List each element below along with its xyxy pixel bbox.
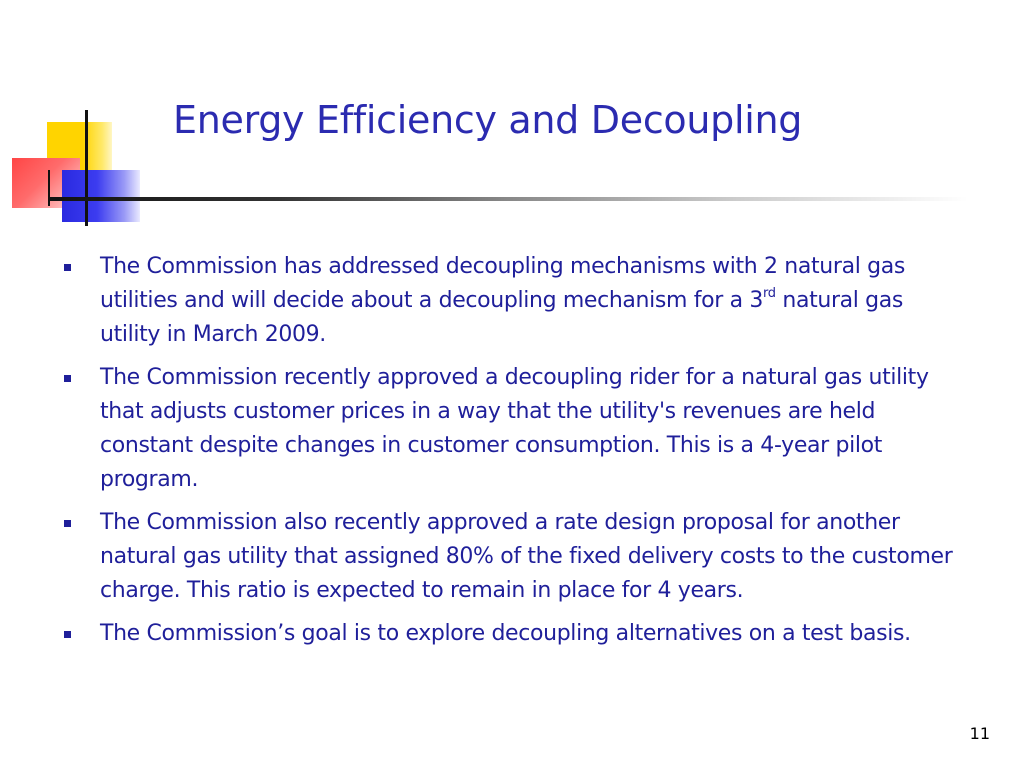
bullet-item-3 [60,506,960,608]
bullet-text [100,254,905,347]
bullet-text: The Commission’s goal is to explore decoupling alternatives on a test basis. [100,621,911,646]
slide-title: Energy Efficiency and Decoupling [173,98,803,142]
bullet-text-part: The Commission has addressed decoupling mechanisms with 2 natural gas utilities and will decide about a decoupling mechanism for a 3 [100,254,905,313]
bullet-text: The Commission also recently approved a rate design proposal for another natural gas utility that assigned 80% of the fixed delivery costs to the customer charge. This ratio is expected to remain in place for 4 years. [100,510,953,603]
square-bullet-icon [64,264,71,271]
page-number: 11 [969,724,990,743]
bullet-item-2 [60,361,960,497]
square-bullet-icon [64,520,71,527]
bullet-list [60,250,960,660]
square-bullet-icon [64,631,71,638]
bullet-item-4 [60,617,960,651]
bullet-text-part: natural gas utility in March 2009. [100,288,904,347]
square-bullet-icon [64,375,71,382]
decorative-logo-icon [0,100,150,230]
bullet-item-1 [60,250,960,352]
title-underline-divider [48,197,968,201]
logo-blue-square [62,170,140,222]
bullet-text: The Commission recently approved a decoupling rider for a natural gas utility that adjusts customer prices in a way that the utility's revenues are held constant despite changes in customer consumption. This is a 4-year pilot program. [100,365,929,492]
ordinal-superscript: rd [763,285,776,301]
logo-vertical-line [85,110,88,226]
